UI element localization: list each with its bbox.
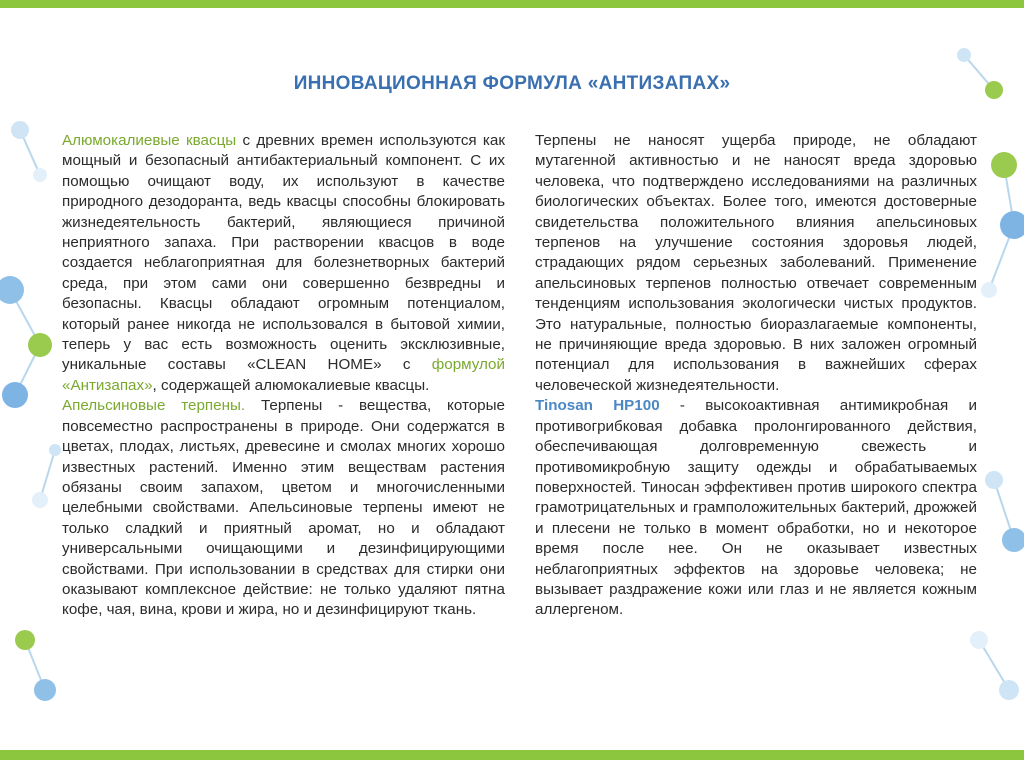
paragraph-terpenes-safety: Терпены не наносят ущерба природе, не обладают мутагенной активностью и не наносят вреда здоровью человека, что подтверждено исследованиями на различных биологических объектах. Более того, имеются достоверные свидетельства положительного влияния апельсиновых терпенов на улучшение состояния здоровья людей, страдающих рядом серьезных заболеваний. Применение апельсиновых терпенов полностью отвечает современным тенденциям использования экологически чистых продуктов. Это натуральные, полностью биоразлагаемые компоненты, не причиняющие вреда здоровью. В них заложен огромный потенциал для использования в важнейших сферах человеческой жизнедеятельности.: [535, 132, 977, 394]
top-green-bar: [0, 0, 1024, 8]
alum-text: с древних времен используются как мощный и безопасный антибактериальный компонент. С их помощью очищают воду, их используют в качестве природного дезодоранта, ведь квасцы способны блокировать жизнедеятельность бактерий, являющиеся причиной неприятного запаха. При растворении квасцов в воде создается неблагоприятная для болезнетворных бактерий среда, при этом сами они совершенно безвредны и безопасны. Квасцы обладают огромным потенциалом, который ранее никогда не использовался в бытовой химии, теперь у вас есть возможность оценить эксклюзивные, уникальные составы «CLEAN HOME» с: [62, 132, 505, 374]
terpenes-text: Терпены - вещества, которые повсеместно распространены в природе. Они содержатся в цветах, плодах, листьях, древесине и смолах многих хорошо известных растений. Именно этим веществам растения обязаны своим запахом, цветом и многочисленными целебными свойствами. Апельсиновые терпены имеют не только сладкий и приятный аромат, но и обладают универсальными очищающими и дезинфицирующими свойствами. При использовании в средствах для стирки они оказывают комплексное действие: не только удаляют пятна кофе, чая, вина, крови и жира, но и дезинфицируют ткань.: [62, 397, 505, 619]
paragraph-alum: [62, 131, 505, 396]
paragraph-terpenes: [62, 396, 505, 620]
term-alum: Алюмокалиевые квасцы: [62, 132, 237, 149]
term-tinosan: Tinosan HP100: [535, 397, 660, 415]
term-orange-terpenes: Апельсиновые терпены.: [62, 397, 246, 415]
paragraph-tinosan: [535, 396, 977, 620]
formula-highlight: формулой «Антизапах»: [62, 356, 505, 394]
page-title: ИННОВАЦИОННАЯ ФОРМУЛА «АНТИЗАПАХ»: [293, 73, 731, 94]
tinosan-text: - высокоактивная антимикробная и противогрибковая добавка пролонгированного действия, обеспечивающая долговременную свежесть и противомикробную защиту одежды и обрабатываемых поверхностей. Тиносан эффективен против широкого спектра грамотрицательных и грамположительных бактерий, дрожжей и плесени не только в момент обработки, но и некоторое время после нее. Он не оказывает известных неблагоприятных эффектов на здоровье человека; не вызывает раздражение кожи или глаз и не является кожным аллергеном.: [535, 397, 978, 619]
left-column: [62, 131, 505, 621]
alum-text-end: , содержащей алюмокалиевые квасцы.: [152, 376, 430, 394]
right-column: [535, 131, 977, 621]
bottom-green-bar: [0, 750, 1024, 760]
